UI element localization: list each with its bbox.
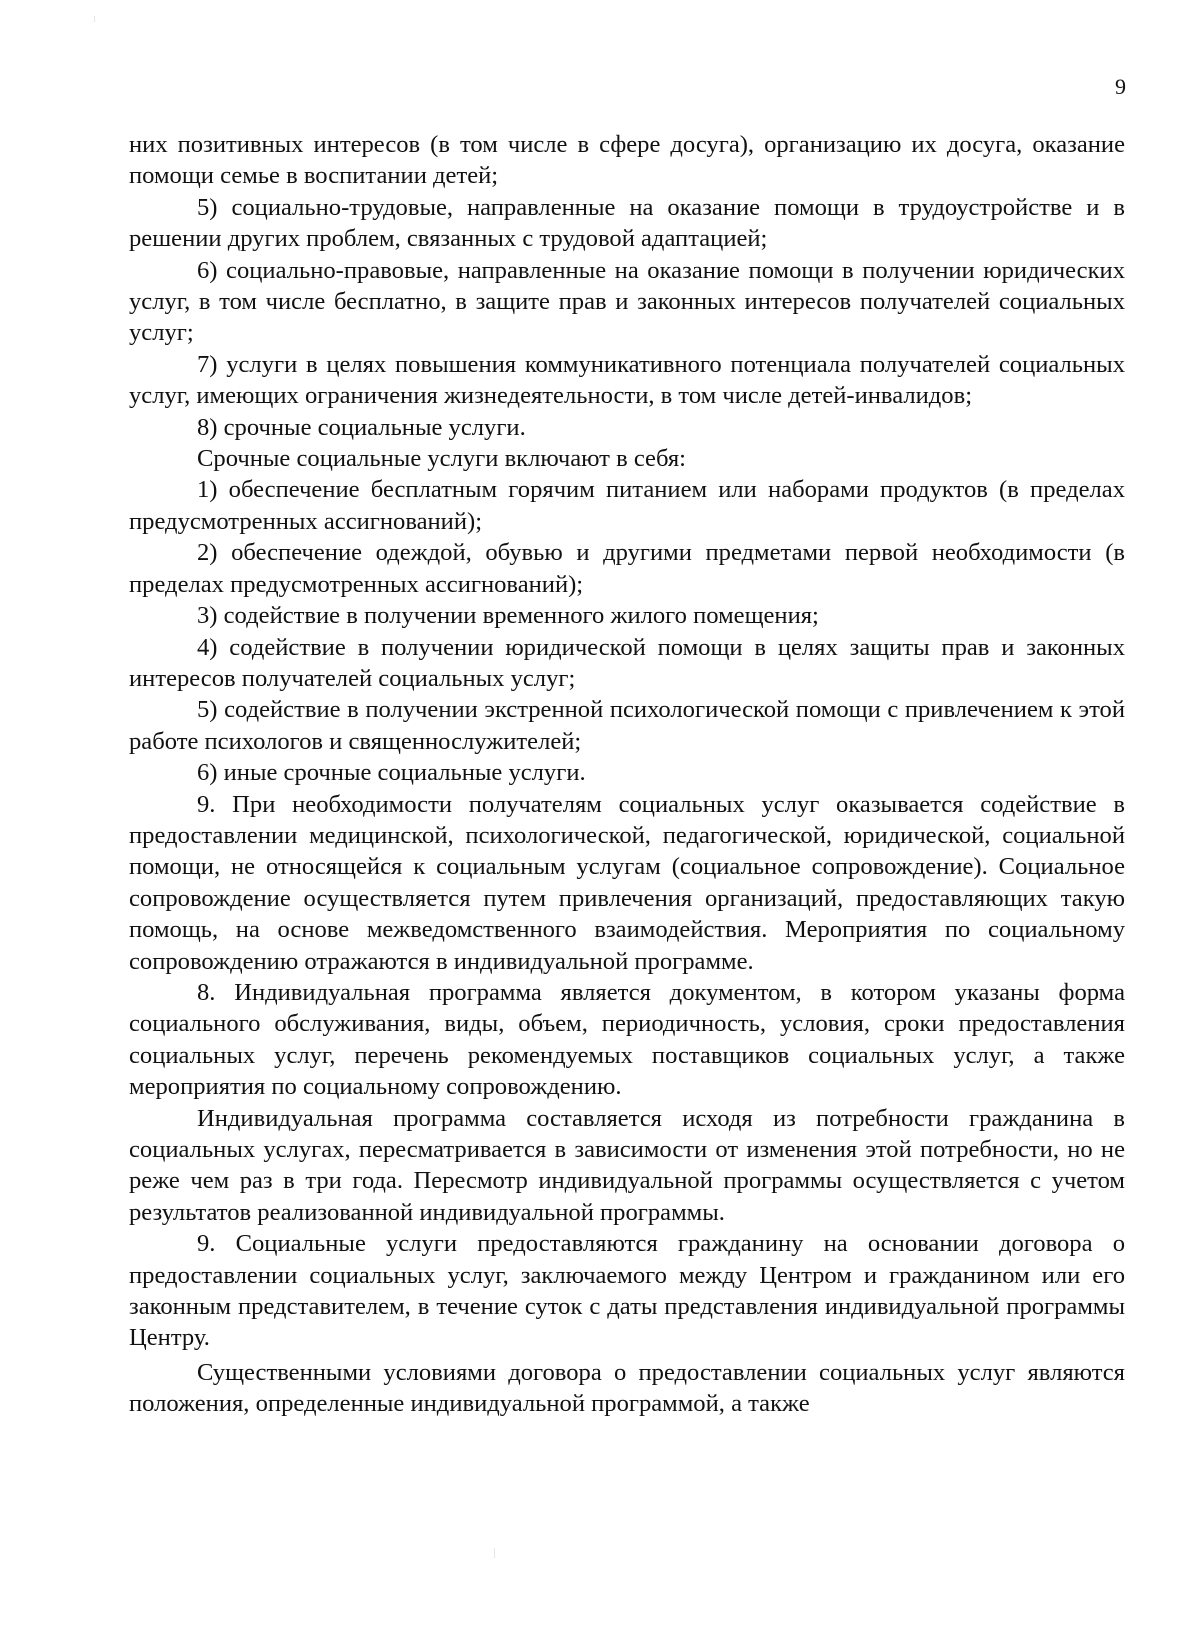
scan-artifact <box>494 1548 495 1558</box>
paragraph-urgent-item-2: 2) обеспечение одеждой, обувью и другими предметами первой необходимости (в пределах предусмотренных ассигнований); <box>129 539 1125 598</box>
paragraph-urgent-intro: Срочные социальные услуги включают в себя: <box>197 445 687 473</box>
paragraph-urgent-item-4: 4) содействие в получении юридической помощи в целях защиты прав и законных интересов получателей социальных услуг; <box>129 633 1125 692</box>
paragraph-item-6-legal: 6) социально-правовые, направленные на оказание помощи в получении юридических услуг, в том числе бесплатно, в защите прав и законных интересов получателей социальных услуг; <box>129 256 1125 347</box>
paragraph-program-review: Индивидуальная программа составляется исходя из потребности гражданина в социальных услугах, пересматривается в зависимости от изменения этой потребности, но не реже чем раз в три года. Пересмотр индивидуальной программы осуществляется с учетом результатов реализованной индивидуальной программы. <box>129 1104 1125 1226</box>
paragraph-urgent-item-1: 1) обеспечение бесплатным горячим питанием или наборами продуктов (в пределах предусмотренных ассигнований); <box>129 476 1125 535</box>
paragraph-section-8-program: 8. Индивидуальная программа является документом, в котором указаны форма социального обслуживания, виды, объем, периодичность, условия, сроки предоставления социальных услуг, перечень рекомендуемых поставщиков социальных услуг, а также мероприятия по социальному сопровождению. <box>129 978 1125 1101</box>
paragraph-urgent-item-6: 6) иные срочные социальные услуги. <box>197 759 586 787</box>
paragraph-item-8-urgent: 8) срочные социальные услуги. <box>197 413 526 441</box>
paragraph-continuation: них позитивных интересов (в том числе в сфере досуга), организацию их досуга, оказание помощи семье в воспитании детей; <box>129 131 1125 190</box>
paragraph-contract-terms: Существенными условиями договора о предоставлении социальных услуг являются положения, определенные индивидуальной программой, а также <box>129 1358 1125 1418</box>
page-number: 9 <box>1115 74 1126 99</box>
paragraph-urgent-item-5: 5) содействие в получении экстренной психологической помощи с привлечением к этой работе психологов и священнослужителей; <box>129 696 1125 755</box>
document-body <box>129 129 1125 1420</box>
paragraph-item-7-communicative: 7) услуги в целях повышения коммуникативного потенциала получателей социальных услуг, имеющих ограничения жизнедеятельности, в том числе детей-инвалидов; <box>129 350 1125 410</box>
paragraph-urgent-item-3: 3) содействие в получении временного жилого помещения; <box>197 602 819 630</box>
paragraph-section-9-contract: 9. Социальные услуги предоставляются гражданину на основании договора о предоставлении социальных услуг, заключаемого между Центром и гражданином или его законным представителем, в течение суток с даты представления индивидуальной программы Центру. <box>129 1230 1125 1352</box>
scan-artifact <box>94 16 95 22</box>
paragraph-section-9-support: 9. При необходимости получателям социальных услуг оказывается содействие в предоставлении медицинской, психологической, педагогической, юридической, социальной помощи, не относящейся к социальным услугам (социальное сопровождение). Социальное сопровождение осуществляется путем привлечения организаций, предоставляющих такую помощь, на основе межведомственного взаимодействия. Мероприятия по социальному сопровождению отражаются в индивидуальной программе. <box>129 790 1125 975</box>
paragraph-item-5-labor: 5) социально-трудовые, направленные на оказание помощи в трудоустройстве и в решении других проблем, связанных с трудовой адаптацией; <box>129 193 1125 253</box>
